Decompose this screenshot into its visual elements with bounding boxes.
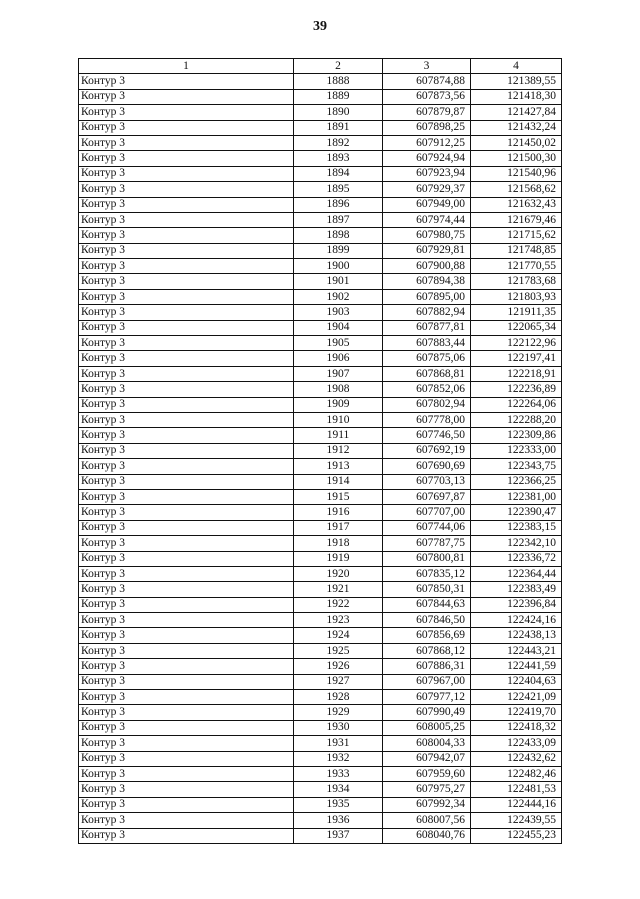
point-number-cell: 1933 <box>294 766 383 781</box>
y-coordinate-cell: 121748,85 <box>471 243 562 258</box>
point-number-cell: 1900 <box>294 259 383 274</box>
y-coordinate-cell: 121427,84 <box>471 105 562 120</box>
y-coordinate-cell: 122264,06 <box>471 397 562 412</box>
contour-name-cell: Контур 3 <box>79 228 294 243</box>
table-row <box>79 566 562 581</box>
table-row <box>79 720 562 735</box>
header-row <box>79 59 562 74</box>
point-number-cell: 1923 <box>294 613 383 628</box>
table-row <box>79 782 562 797</box>
x-coordinate-cell: 607778,00 <box>383 412 471 427</box>
point-number-cell: 1898 <box>294 228 383 243</box>
point-number-cell: 1893 <box>294 151 383 166</box>
point-number-cell: 1901 <box>294 274 383 289</box>
point-number-cell: 1932 <box>294 751 383 766</box>
contour-name-cell: Контур 3 <box>79 366 294 381</box>
point-number-cell: 1914 <box>294 474 383 489</box>
point-number-cell: 1907 <box>294 366 383 381</box>
y-coordinate-cell: 122424,16 <box>471 613 562 628</box>
contour-name-cell: Контур 3 <box>79 74 294 89</box>
table-row <box>79 505 562 520</box>
contour-name-cell: Контур 3 <box>79 182 294 197</box>
x-coordinate-cell: 607992,34 <box>383 797 471 812</box>
x-coordinate-cell: 608007,56 <box>383 813 471 828</box>
table-row <box>79 135 562 150</box>
table-row <box>79 105 562 120</box>
x-coordinate-cell: 607929,81 <box>383 243 471 258</box>
x-coordinate-cell: 607852,06 <box>383 382 471 397</box>
point-number-cell: 1908 <box>294 382 383 397</box>
x-coordinate-cell: 607856,69 <box>383 628 471 643</box>
point-number-cell: 1889 <box>294 89 383 104</box>
x-coordinate-cell: 607912,25 <box>383 135 471 150</box>
x-coordinate-cell: 607703,13 <box>383 474 471 489</box>
table-row <box>79 459 562 474</box>
x-coordinate-cell: 607882,94 <box>383 305 471 320</box>
contour-name-cell: Контур 3 <box>79 520 294 535</box>
y-coordinate-cell: 122342,10 <box>471 536 562 551</box>
table-row <box>79 628 562 643</box>
y-coordinate-cell: 121632,43 <box>471 197 562 212</box>
page-number: 39 <box>313 19 327 34</box>
table-row <box>79 151 562 166</box>
header-col-4: 4 <box>471 59 562 74</box>
x-coordinate-cell: 607879,87 <box>383 105 471 120</box>
y-coordinate-cell: 122122,96 <box>471 336 562 351</box>
x-coordinate-cell: 607959,60 <box>383 766 471 781</box>
y-coordinate-cell: 121389,55 <box>471 74 562 89</box>
contour-name-cell: Контур 3 <box>79 643 294 658</box>
contour-name-cell: Контур 3 <box>79 705 294 720</box>
contour-name-cell: Контур 3 <box>79 243 294 258</box>
x-coordinate-cell: 608005,25 <box>383 720 471 735</box>
coordinates-table <box>78 58 562 844</box>
contour-name-cell: Контур 3 <box>79 720 294 735</box>
x-coordinate-cell: 607875,06 <box>383 351 471 366</box>
x-coordinate-cell: 608004,33 <box>383 736 471 751</box>
table-row <box>79 197 562 212</box>
contour-name-cell: Контур 3 <box>79 690 294 705</box>
y-coordinate-cell: 122443,21 <box>471 643 562 658</box>
table-row <box>79 520 562 535</box>
y-coordinate-cell: 122309,86 <box>471 428 562 443</box>
table-row <box>79 551 562 566</box>
x-coordinate-cell: 607835,12 <box>383 566 471 581</box>
contour-name-cell: Контур 3 <box>79 289 294 304</box>
x-coordinate-cell: 607846,50 <box>383 613 471 628</box>
x-coordinate-cell: 607977,12 <box>383 690 471 705</box>
point-number-cell: 1899 <box>294 243 383 258</box>
table-row <box>79 412 562 427</box>
x-coordinate-cell: 607850,31 <box>383 582 471 597</box>
x-coordinate-cell: 607929,37 <box>383 182 471 197</box>
x-coordinate-cell: 607980,75 <box>383 228 471 243</box>
contour-name-cell: Контур 3 <box>79 166 294 181</box>
x-coordinate-cell: 607800,81 <box>383 551 471 566</box>
table-row <box>79 797 562 812</box>
x-coordinate-cell: 607802,94 <box>383 397 471 412</box>
point-number-cell: 1895 <box>294 182 383 197</box>
x-coordinate-cell: 607942,07 <box>383 751 471 766</box>
contour-name-cell: Контур 3 <box>79 782 294 797</box>
contour-name-cell: Контур 3 <box>79 397 294 412</box>
point-number-cell: 1917 <box>294 520 383 535</box>
x-coordinate-cell: 607868,81 <box>383 366 471 381</box>
contour-name-cell: Контур 3 <box>79 659 294 674</box>
table-row <box>79 212 562 227</box>
y-coordinate-cell: 122418,32 <box>471 720 562 735</box>
table-row <box>79 766 562 781</box>
point-number-cell: 1890 <box>294 105 383 120</box>
table-row <box>79 690 562 705</box>
x-coordinate-cell: 607949,00 <box>383 197 471 212</box>
contour-name-cell: Контур 3 <box>79 151 294 166</box>
y-coordinate-cell: 121679,46 <box>471 212 562 227</box>
y-coordinate-cell: 122390,47 <box>471 505 562 520</box>
table-row <box>79 536 562 551</box>
point-number-cell: 1896 <box>294 197 383 212</box>
point-number-cell: 1920 <box>294 566 383 581</box>
table-row <box>79 320 562 335</box>
y-coordinate-cell: 122383,49 <box>471 582 562 597</box>
x-coordinate-cell: 607692,19 <box>383 443 471 458</box>
contour-name-cell: Контур 3 <box>79 259 294 274</box>
header-col-3: 3 <box>383 59 471 74</box>
point-number-cell: 1915 <box>294 489 383 504</box>
y-coordinate-cell: 121770,55 <box>471 259 562 274</box>
point-number-cell: 1931 <box>294 736 383 751</box>
point-number-cell: 1909 <box>294 397 383 412</box>
y-coordinate-cell: 122455,23 <box>471 828 562 843</box>
y-coordinate-cell: 121911,35 <box>471 305 562 320</box>
table-row <box>79 751 562 766</box>
table-row <box>79 305 562 320</box>
contour-name-cell: Контур 3 <box>79 505 294 520</box>
contour-name-cell: Контур 3 <box>79 551 294 566</box>
point-number-cell: 1916 <box>294 505 383 520</box>
point-number-cell: 1926 <box>294 659 383 674</box>
table-row <box>79 289 562 304</box>
contour-name-cell: Контур 3 <box>79 320 294 335</box>
y-coordinate-cell: 122366,25 <box>471 474 562 489</box>
table-row <box>79 182 562 197</box>
contour-name-cell: Контур 3 <box>79 135 294 150</box>
y-coordinate-cell: 122444,16 <box>471 797 562 812</box>
y-coordinate-cell: 122438,13 <box>471 628 562 643</box>
y-coordinate-cell: 122364,44 <box>471 566 562 581</box>
table-row <box>79 659 562 674</box>
x-coordinate-cell: 607883,44 <box>383 336 471 351</box>
y-coordinate-cell: 122383,15 <box>471 520 562 535</box>
table-row <box>79 474 562 489</box>
table-row <box>79 643 562 658</box>
x-coordinate-cell: 607923,94 <box>383 166 471 181</box>
y-coordinate-cell: 121432,24 <box>471 120 562 135</box>
contour-name-cell: Контур 3 <box>79 274 294 289</box>
table-row <box>79 366 562 381</box>
y-coordinate-cell: 122404,63 <box>471 674 562 689</box>
contour-name-cell: Контур 3 <box>79 336 294 351</box>
x-coordinate-cell: 607874,88 <box>383 74 471 89</box>
x-coordinate-cell: 607844,63 <box>383 597 471 612</box>
contour-name-cell: Контур 3 <box>79 674 294 689</box>
table-row <box>79 613 562 628</box>
point-number-cell: 1892 <box>294 135 383 150</box>
table-row <box>79 351 562 366</box>
contour-name-cell: Контур 3 <box>79 105 294 120</box>
y-coordinate-cell: 121568,62 <box>471 182 562 197</box>
point-number-cell: 1911 <box>294 428 383 443</box>
y-coordinate-cell: 122336,72 <box>471 551 562 566</box>
x-coordinate-cell: 607697,87 <box>383 489 471 504</box>
contour-name-cell: Контур 3 <box>79 459 294 474</box>
x-coordinate-cell: 607900,88 <box>383 259 471 274</box>
header-col-2: 2 <box>294 59 383 74</box>
x-coordinate-cell: 607746,50 <box>383 428 471 443</box>
table-body <box>79 74 562 844</box>
point-number-cell: 1924 <box>294 628 383 643</box>
contour-name-cell: Контур 3 <box>79 566 294 581</box>
y-coordinate-cell: 122343,75 <box>471 459 562 474</box>
contour-name-cell: Контур 3 <box>79 412 294 427</box>
point-number-cell: 1934 <box>294 782 383 797</box>
table-row <box>79 274 562 289</box>
contour-name-cell: Контур 3 <box>79 305 294 320</box>
contour-name-cell: Контур 3 <box>79 212 294 227</box>
table-row <box>79 397 562 412</box>
point-number-cell: 1930 <box>294 720 383 735</box>
contour-name-cell: Контур 3 <box>79 351 294 366</box>
y-coordinate-cell: 122439,55 <box>471 813 562 828</box>
contour-name-cell: Контур 3 <box>79 582 294 597</box>
point-number-cell: 1891 <box>294 120 383 135</box>
point-number-cell: 1936 <box>294 813 383 828</box>
y-coordinate-cell: 121803,93 <box>471 289 562 304</box>
x-coordinate-cell: 607690,69 <box>383 459 471 474</box>
x-coordinate-cell: 607975,27 <box>383 782 471 797</box>
y-coordinate-cell: 121715,62 <box>471 228 562 243</box>
table-row <box>79 705 562 720</box>
header-col-1: 1 <box>79 59 294 74</box>
y-coordinate-cell: 122065,34 <box>471 320 562 335</box>
y-coordinate-cell: 122432,62 <box>471 751 562 766</box>
point-number-cell: 1910 <box>294 412 383 427</box>
x-coordinate-cell: 607877,81 <box>383 320 471 335</box>
contour-name-cell: Контур 3 <box>79 751 294 766</box>
contour-name-cell: Контур 3 <box>79 597 294 612</box>
point-number-cell: 1937 <box>294 828 383 843</box>
y-coordinate-cell: 122419,70 <box>471 705 562 720</box>
x-coordinate-cell: 607974,44 <box>383 212 471 227</box>
table-row <box>79 828 562 843</box>
x-coordinate-cell: 607744,06 <box>383 520 471 535</box>
contour-name-cell: Контур 3 <box>79 736 294 751</box>
x-coordinate-cell: 607886,31 <box>383 659 471 674</box>
table-row <box>79 228 562 243</box>
y-coordinate-cell: 122421,09 <box>471 690 562 705</box>
table-row <box>79 74 562 89</box>
x-coordinate-cell: 607895,00 <box>383 289 471 304</box>
table-row <box>79 336 562 351</box>
table-row <box>79 489 562 504</box>
table-row <box>79 736 562 751</box>
y-coordinate-cell: 122481,53 <box>471 782 562 797</box>
point-number-cell: 1925 <box>294 643 383 658</box>
table-row <box>79 428 562 443</box>
point-number-cell: 1902 <box>294 289 383 304</box>
y-coordinate-cell: 122441,59 <box>471 659 562 674</box>
x-coordinate-cell: 607990,49 <box>383 705 471 720</box>
y-coordinate-cell: 121418,30 <box>471 89 562 104</box>
point-number-cell: 1905 <box>294 336 383 351</box>
y-coordinate-cell: 122482,46 <box>471 766 562 781</box>
table-row <box>79 120 562 135</box>
point-number-cell: 1928 <box>294 690 383 705</box>
point-number-cell: 1897 <box>294 212 383 227</box>
contour-name-cell: Контур 3 <box>79 613 294 628</box>
y-coordinate-cell: 122236,89 <box>471 382 562 397</box>
y-coordinate-cell: 122218,91 <box>471 366 562 381</box>
contour-name-cell: Контур 3 <box>79 828 294 843</box>
point-number-cell: 1921 <box>294 582 383 597</box>
y-coordinate-cell: 122288,20 <box>471 412 562 427</box>
table-row <box>79 382 562 397</box>
contour-name-cell: Контур 3 <box>79 813 294 828</box>
table-row <box>79 259 562 274</box>
table-row <box>79 166 562 181</box>
table-row <box>79 243 562 258</box>
x-coordinate-cell: 607967,00 <box>383 674 471 689</box>
contour-name-cell: Контур 3 <box>79 489 294 504</box>
point-number-cell: 1894 <box>294 166 383 181</box>
point-number-cell: 1913 <box>294 459 383 474</box>
contour-name-cell: Контур 3 <box>79 766 294 781</box>
contour-name-cell: Контур 3 <box>79 382 294 397</box>
y-coordinate-cell: 122396,84 <box>471 597 562 612</box>
table-row <box>79 582 562 597</box>
point-number-cell: 1904 <box>294 320 383 335</box>
x-coordinate-cell: 607873,56 <box>383 89 471 104</box>
y-coordinate-cell: 121783,68 <box>471 274 562 289</box>
y-coordinate-cell: 121540,96 <box>471 166 562 181</box>
x-coordinate-cell: 607868,12 <box>383 643 471 658</box>
point-number-cell: 1888 <box>294 74 383 89</box>
x-coordinate-cell: 607894,38 <box>383 274 471 289</box>
x-coordinate-cell: 608040,76 <box>383 828 471 843</box>
y-coordinate-cell: 121450,02 <box>471 135 562 150</box>
contour-name-cell: Контур 3 <box>79 120 294 135</box>
point-number-cell: 1903 <box>294 305 383 320</box>
contour-name-cell: Контур 3 <box>79 443 294 458</box>
point-number-cell: 1919 <box>294 551 383 566</box>
y-coordinate-cell: 122433,09 <box>471 736 562 751</box>
x-coordinate-cell: 607898,25 <box>383 120 471 135</box>
y-coordinate-cell: 122381,00 <box>471 489 562 504</box>
contour-name-cell: Контур 3 <box>79 628 294 643</box>
contour-name-cell: Контур 3 <box>79 536 294 551</box>
point-number-cell: 1906 <box>294 351 383 366</box>
x-coordinate-cell: 607707,00 <box>383 505 471 520</box>
point-number-cell: 1922 <box>294 597 383 612</box>
x-coordinate-cell: 607787,75 <box>383 536 471 551</box>
contour-name-cell: Контур 3 <box>79 797 294 812</box>
contour-name-cell: Контур 3 <box>79 474 294 489</box>
contour-name-cell: Контур 3 <box>79 89 294 104</box>
contour-name-cell: Контур 3 <box>79 428 294 443</box>
point-number-cell: 1935 <box>294 797 383 812</box>
y-coordinate-cell: 121500,30 <box>471 151 562 166</box>
table-row <box>79 813 562 828</box>
table-row <box>79 89 562 104</box>
point-number-cell: 1927 <box>294 674 383 689</box>
y-coordinate-cell: 122333,00 <box>471 443 562 458</box>
table-row <box>79 674 562 689</box>
table-header <box>79 59 562 74</box>
x-coordinate-cell: 607924,94 <box>383 151 471 166</box>
point-number-cell: 1912 <box>294 443 383 458</box>
table-row <box>79 597 562 612</box>
point-number-cell: 1929 <box>294 705 383 720</box>
contour-name-cell: Контур 3 <box>79 197 294 212</box>
point-number-cell: 1918 <box>294 536 383 551</box>
y-coordinate-cell: 122197,41 <box>471 351 562 366</box>
table-row <box>79 443 562 458</box>
